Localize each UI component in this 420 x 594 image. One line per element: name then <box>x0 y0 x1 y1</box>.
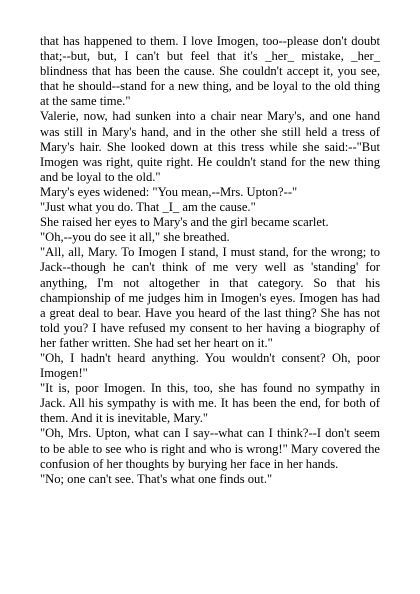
book-page-text <box>40 34 380 487</box>
paragraph-10: "Oh, Mrs. Upton, what can I say--what can I think?--I don't seem to be able to see who is right and who is wrong!" Mary covered the confusion of her thoughts by burying her face in her hands. <box>40 426 380 471</box>
paragraph-4: "Just what you do. That _I_ am the cause." <box>40 200 256 215</box>
paragraph-2: Valerie, now, had sunken into a chair near Mary's, and one hand was still in Mary's hand, and in the other she still held a tress of Mary's hair. She looked down at this tress while she said:--"But Imogen was right, quite right. He couldn't stand for the new thing and be loyal to the old." <box>40 109 380 184</box>
paragraph-7: "All, all, Mary. To Imogen I stand, I must stand, for the wrong; to Jack--though he can't think of me very well as 'standing' for anything, I'm not altogether in that category. So that his championship of me judges him in Imogen's eyes. Imogen has had a great deal to bear. Have you heard of the last thing? She has not told you? I have refused my consent to her having a biography of her father written. She had set her heart on it." <box>40 245 380 350</box>
paragraph-6: "Oh,--you do see it all," she breathed. <box>40 230 230 245</box>
paragraph-8: "Oh, I hadn't heard anything. You wouldn't consent? Oh, poor Imogen!" <box>40 350 380 381</box>
paragraph-3: Mary's eyes widened: "You mean,--Mrs. Upton?--" <box>40 184 298 199</box>
paragraph-11: "No; one can't see. That's what one finds out." <box>40 471 273 486</box>
paragraph-1: that has happened to them. I love Imogen, too--please don't doubt that;--but, but, I can't but feel that it's _her_ mistake, _her_ blindness that has been the cause. She couldn't accept it, you see, that he should--stand for a new thing, and be loyal to the old thing at the same time." <box>40 34 380 109</box>
paragraph-9: "It is, poor Imogen. In this, too, she has found no sympathy in Jack. All his sympathy is with me. It has been the end, for both of them. And it is inevitable, Mary." <box>40 381 380 426</box>
paragraph-5: She raised her eyes to Mary's and the girl became scarlet. <box>40 215 329 230</box>
